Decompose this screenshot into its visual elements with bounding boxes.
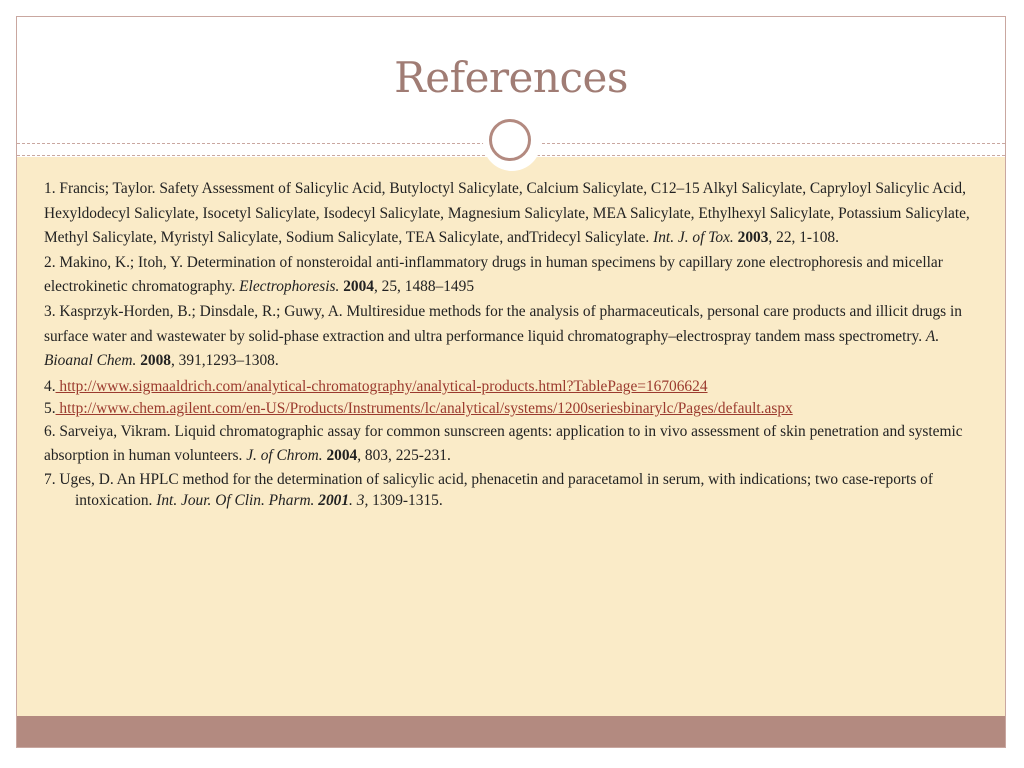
reference-details: 1309-1315. <box>368 491 443 509</box>
reference-text: Kasprzyk-Horden, B.; Dinsdale, R.; Guwy, A. Multiresidue methods for the analysis of pharmaceuticals, personal care products and illicit drugs in surface water and wastewater by solid-phase extraction and ultra performance liquid chromatography–electrospray tandem mass spectrometry. <box>44 302 962 345</box>
reference-details: , 22, 1-108. <box>768 229 839 247</box>
reference-number: 2. <box>44 253 56 271</box>
footer-bar <box>17 716 1005 748</box>
reference-number: 7. <box>44 470 56 488</box>
reference-item-6 <box>44 420 989 469</box>
reference-year: 2003 <box>737 229 769 247</box>
reference-journal: Int. Jour. Of Clin. Pharm. <box>156 491 315 509</box>
reference-year: 2004 <box>343 278 374 296</box>
reference-link[interactable]: http://www.chem.agilent.com/en-US/Products/Instruments/lc/analytical/systems/1200seriesbinarylc/Pages/default.aspx <box>55 399 793 417</box>
reference-item-3 <box>44 300 989 374</box>
reference-number: 6. <box>44 422 56 440</box>
reference-journal: Electrophoresis. <box>239 278 340 296</box>
reference-year: 2004 <box>326 447 358 465</box>
reference-link[interactable]: http://www.sigmaaldrich.com/analytical-chromatography/analytical-products.html?TablePage=16706624 <box>55 377 708 395</box>
reference-year: 2001 <box>318 491 350 509</box>
reference-item-4 <box>44 377 989 396</box>
reference-journal: Int. J. of Tox. <box>653 229 734 247</box>
reference-text: Makino, K.; Itoh, Y. Determination of nonsteroidal anti-inflammatory drugs in human specimens by capillary zone electrophoresis and micellar electrokinetic chromatography. <box>44 253 943 296</box>
reference-details: , 391,1293–1308. <box>170 352 279 370</box>
reference-details: , 25, 1488–1495 <box>373 278 475 296</box>
reference-item-2 <box>44 251 989 300</box>
reference-details: , 803, 225-231. <box>357 447 451 465</box>
reference-text: Sarveiya, Vikram. Liquid chromatographic assay for common sunscreen agents: application to in vivo assessment of skin penetration and systemic absorption in human volunteers. <box>44 422 963 465</box>
reference-journal: A. Bioanal Chem. <box>44 327 940 370</box>
reference-year: 2008 <box>140 352 171 370</box>
slide-title: References <box>394 53 628 102</box>
circle-ornament-icon <box>483 113 541 171</box>
reference-item-5 <box>44 399 989 418</box>
slide <box>16 16 1006 748</box>
reference-journal: J. of Chrom. <box>246 447 323 465</box>
circle-ring <box>489 119 531 161</box>
reference-number: 3. <box>44 302 56 320</box>
reference-text: Uges, D. An HPLC method for the determination of salicylic acid, phenacetin and paracetamol in serum, with indications; two case-reports of intoxication. <box>55 470 933 509</box>
reference-volume: . 3, <box>349 491 369 509</box>
reference-number: 5. <box>44 399 56 417</box>
reference-item-7 <box>44 469 989 511</box>
references-list <box>44 177 989 511</box>
reference-number: 4. <box>44 377 56 395</box>
reference-item-1 <box>44 177 989 251</box>
reference-text: Francis; Taylor. Safety Assessment of Salicylic Acid, Butyloctyl Salicylate, Calcium Salicylate, C12–15 Alkyl Salicylate, Capryloyl Salicylic Acid, Hexyldodecyl Salicylate, Isocetyl Salicylate, Isodecyl Salicylate, Magnesium Salicylate, MEA Salicylate, Ethylhexyl Salicylate, Potassium Salicylate, Methyl Salicylate, Myristyl Salicylate, Sodium Salicylate, TEA Salicylate, andTridecyl Salicylate. <box>44 180 970 247</box>
reference-number: 1. <box>44 180 56 197</box>
